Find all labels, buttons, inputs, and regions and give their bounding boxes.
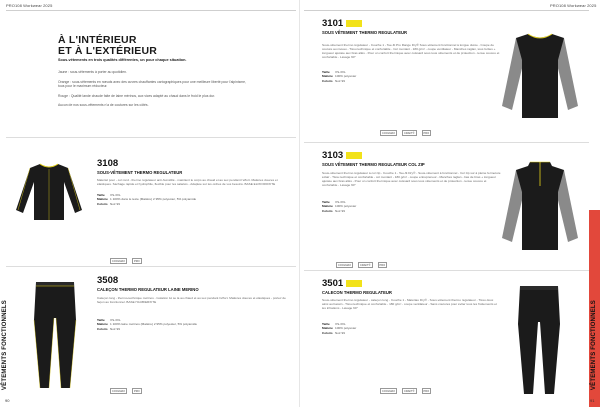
product-3501-title: CALECON THERMO REGULATEUR: [322, 290, 392, 295]
left-divider-1: [6, 137, 296, 138]
product-3508-description: Caleçon long - thermo-technique mérinos - Isolation lui se la au chaud et au sec pendant l'effort. Matières douces et élastiques - portez de façon au fonctionnel. BASE HAUBIERXITE: [97, 296, 286, 304]
product-3501-logos: [380, 388, 431, 394]
coolmax-logo: COOLMAX: [382, 389, 395, 393]
product-3103-title: SOUS VÊTEMENT THERMO REGULATEUR COL ZIP: [322, 162, 425, 167]
product-3101-description: Sous-vêtement thermo régulateur - Couche 1 - Tee-fit Pro Range Dry® Sous-vêtement fonctionnel à longue durée - Coupe de couture au niveau - Tissu technique et confortable - Col montant - 180 g/m² - coupe ventilateur - Manches raglan, tous ferites + longueur ajustée aux bras allés - Pour un confort thermique avec cuissard sous tous vêtements et de protection - tenue coucou et confortable - Lavage 60°: [322, 43, 500, 59]
pro-logo: PRO: [423, 131, 430, 135]
product-3508-badge: [123, 277, 139, 284]
product-3101-title: SOUS VÊTEMENT THERMO REGULATEUR: [322, 30, 408, 35]
left-page-header: PRO108 Workwear 2025: [6, 3, 53, 8]
intro-title-line2: ET À L'EXTÉRIEUR: [58, 45, 158, 57]
right-divider-1: [304, 142, 589, 143]
left-header-rule: [6, 10, 296, 11]
intro-paragraph-1: Jaune : sous-vêtements à porter au quotidien.: [58, 70, 127, 74]
right-page: [300, 0, 600, 407]
spec-row: Matière 100% polyester: [322, 204, 357, 209]
spec-row: Taille XS-3XL: [97, 318, 121, 322]
product-3108-badge: [123, 160, 139, 167]
product-3108-image: [14, 160, 84, 222]
coolmax-logo: COOLMAX: [382, 131, 395, 135]
left-page-number: 90: [5, 398, 10, 403]
product-3103-image: [494, 160, 586, 252]
product-3108-title: SOUS-VÊTEMENT THERMO REGULATEUR: [97, 170, 183, 175]
right-divider-2: [304, 270, 589, 271]
spec-row: Coloris Noir 99: [97, 326, 120, 331]
spec-row: Taille XS-3XL: [97, 193, 121, 197]
product-3108-logos: [110, 258, 142, 264]
product-3508-code: 3508: [97, 275, 119, 286]
product-3508-image: [30, 280, 80, 392]
spec-row: Coloris Noir 99: [322, 78, 345, 83]
product-3501-badge: [346, 280, 362, 287]
product-3108-description: Matériel pour - col rond - thermo régulateur anti-humidité - maintient le corps au chaud et au sec pendant l'effort. Matières douces et élastiques. Séchage rapide et hydrophile, flexible pour les salariés - Adaptée sur les ordres de vos besoins. BASE ELIXIOROXITE: [97, 178, 278, 186]
product-3501-image: [514, 284, 564, 398]
spec-row: Taille XS-3XL: [322, 322, 346, 326]
product-3101-code: 3101: [322, 18, 344, 29]
spec-row: Coloris Noir 99: [322, 330, 345, 335]
intro-title: [58, 35, 157, 57]
product-3501-code: 3501: [322, 278, 344, 289]
spec-row: Coloris Noir 99: [97, 201, 120, 206]
right-page-header: PRO108 Workwear 2025: [550, 3, 597, 8]
pro-logo: PRO: [133, 259, 140, 263]
product-3103-description: Sous-vêtement thermo régulateur à col zip - Couche 1 - Tee-fit Dry® - Sous-vêtement à fonctionnel - Col zip sur à pleine fermeture éclair - Tissu technique et confortable - col montant - 180 g/m² - coupe entrepreneur - Manches raglan - bas de bras + longueur ajustée aux bras allés - Pour un confort thermique avec cuissard sous tous vêtements et de protection - tenue coucou et confortable - Lavage 60°: [322, 171, 501, 187]
spec-row: Taille XS-3XL: [322, 70, 346, 74]
left-side-label: VÊTEMENTS FONCTIONNELS: [2, 300, 8, 391]
product-3101-specs: [322, 70, 482, 83]
craft-logo: CRAFT®: [403, 131, 415, 135]
product-3508-title: CALEÇON THERMO REGULATEUR LAINE MERINO: [97, 287, 199, 292]
intro-paragraph-4: Aucun de nos sous-vêtements n'a de coutures sur les côtés.: [58, 103, 149, 107]
product-3501-specs: [322, 322, 482, 335]
right-header-rule: [304, 10, 589, 11]
product-3508-specs: [97, 318, 287, 331]
product-3103-logos: [336, 262, 387, 268]
coolmax-logo: COOLMAX: [338, 263, 351, 267]
left-divider-2: [6, 266, 296, 267]
coolmax-logo: COOLMAX: [112, 259, 125, 263]
craft-logo: CRAFT®: [403, 389, 415, 393]
product-3108-specs: [97, 193, 287, 206]
spec-row: Matière 100% polyester: [322, 74, 357, 79]
pro-logo: PRO: [379, 263, 386, 267]
product-3101-badge: [346, 20, 362, 27]
craft-logo: CRAFT®: [359, 263, 371, 267]
product-3101-logos: [380, 130, 431, 136]
product-3108-code: 3108: [97, 158, 119, 169]
spec-row: Matière 1 100% dans le texte (Matière) 2 95% polyester, 5% polyamide: [97, 197, 197, 202]
pro-logo: PRO: [133, 389, 140, 393]
product-3508-logos: [110, 388, 142, 394]
intro-title-line1: À L'INTÉRIEUR: [58, 34, 137, 46]
spec-row: Matière 1 100% laine mérinos (Matière) 2 95% polyester, 5% polyamide: [97, 322, 198, 327]
right-page-number: 91: [590, 398, 595, 403]
product-3103-specs: [322, 200, 482, 213]
intro-subtitle: Sous-vêtements en trois qualités différentes, un pour chaque situation.: [58, 58, 187, 62]
product-3501-description: Sous-vêtement thermo régulateur - caleçon long - Couche 1 - Matériau Dry® - Sous-vêtement thermo régulateur - Tissu doux ainsi au bassin - Tissu technique et confortable - 180 g/m² - coupe ventilateur - Sans coutures pour éviter tous les frottements et les irritations - Lavage 60°: [322, 298, 497, 310]
coolmax-logo: COOLMAX: [112, 389, 125, 393]
spec-row: Taille XS-3XL: [322, 200, 346, 204]
spec-row: Coloris Noir 99: [322, 208, 345, 213]
right-side-label: VÊTEMENTS FONCTIONNELS: [591, 300, 597, 391]
product-3103-badge: [346, 152, 362, 159]
product-3101-image: [494, 30, 586, 120]
spec-row: Matière 100% polyester: [322, 326, 357, 331]
product-3103-code: 3103: [322, 150, 344, 161]
intro-paragraph-3: Rouge : Qualité lande chaude faite de laine mérinos, aux vices adapté au chaud dans le froid le plus dur.: [58, 94, 216, 98]
pro-logo: PRO: [423, 389, 430, 393]
intro-paragraph-2: Orange : sous-vêtements en nœuds avec des cuvres chauffantes cartographiques pour une meilleure liberté pour l'alpinisme, tous pour le maximum réducteur.: [58, 80, 246, 89]
